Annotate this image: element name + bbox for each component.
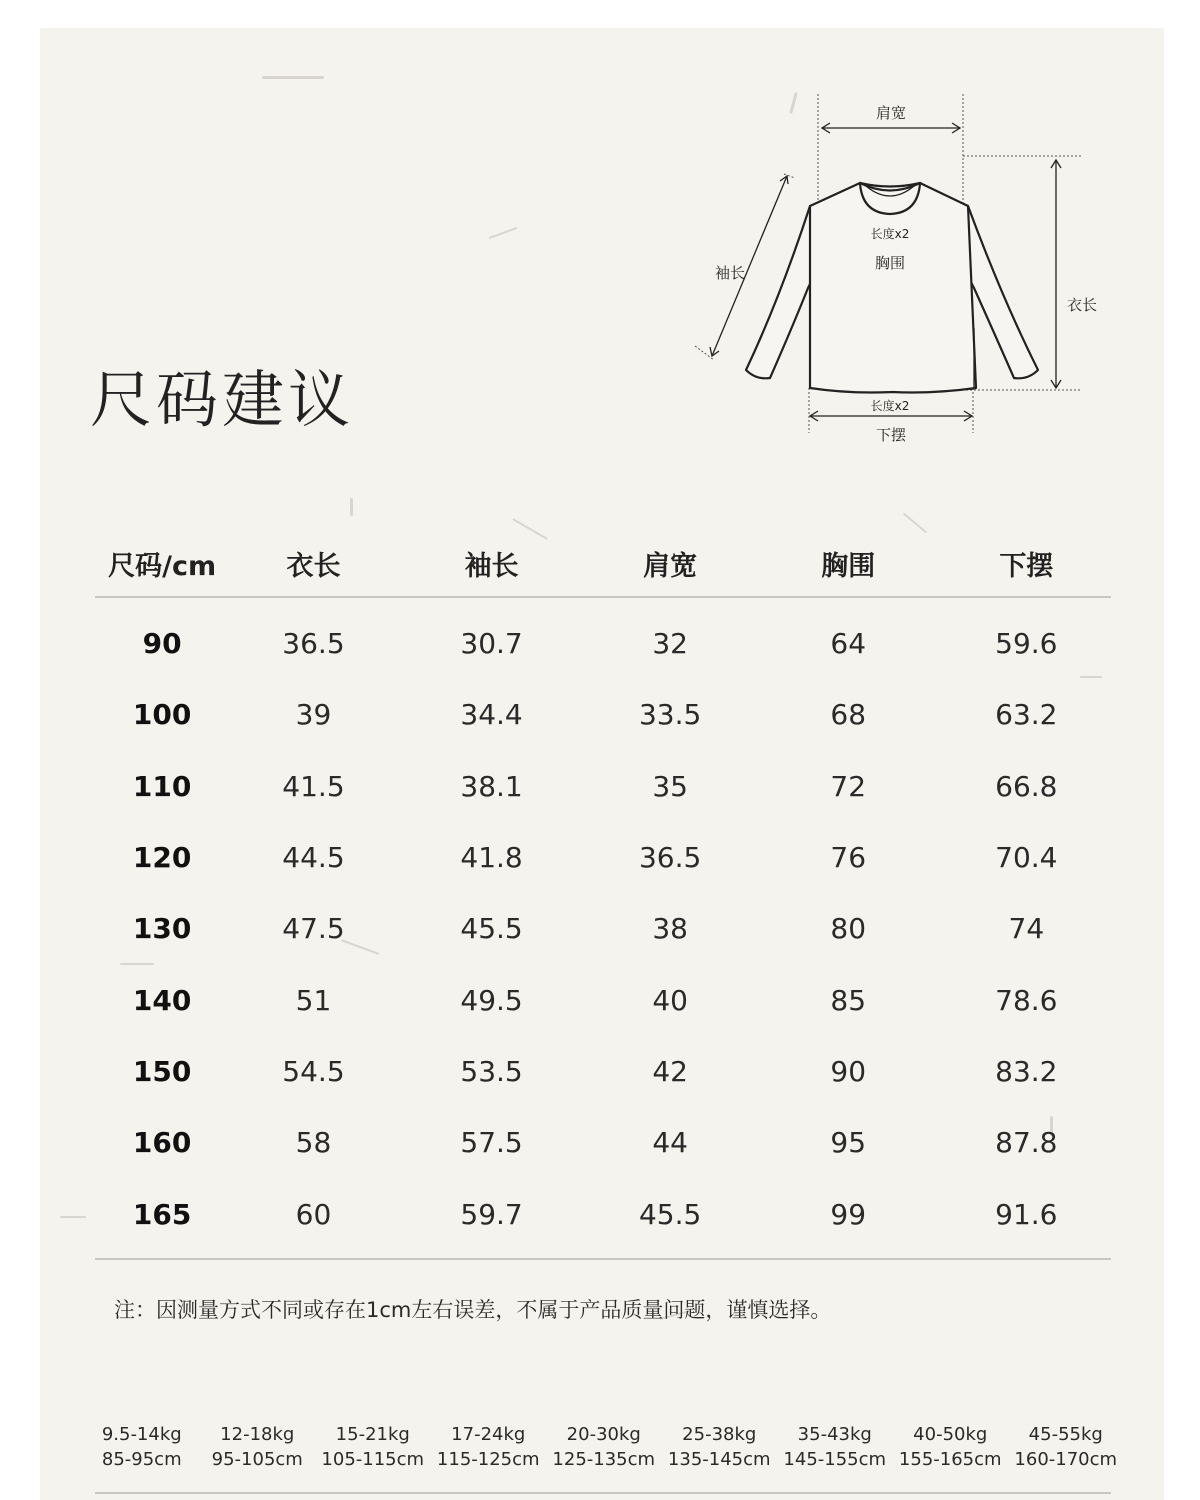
table-cell: 30.7 (460, 627, 523, 661)
table-cell: 57.5 (460, 1126, 523, 1160)
recommendation-item (893, 1422, 1009, 1472)
diagram-label-chest: 胸围 (874, 254, 906, 272)
table-cell: 38 (652, 912, 688, 946)
table-cell: 83.2 (995, 1054, 1058, 1088)
table-cell: 120 (132, 841, 192, 875)
bottom-divider (95, 1492, 1111, 1494)
recommendation-height: 135-145cm (667, 1449, 771, 1470)
recommendation-weight: 35-43kg (797, 1424, 872, 1445)
table-cell: 36.5 (282, 627, 345, 661)
table-cell: 72 (830, 769, 867, 803)
table-cell: 53.5 (460, 1054, 523, 1088)
table-cell: 36.5 (638, 841, 702, 875)
table-row (95, 822, 1111, 893)
paper-fiber (262, 76, 324, 79)
table-cell: 63.2 (995, 698, 1058, 732)
table-cell: 32 (652, 627, 688, 661)
diagram-label-chest-note: 长度x2 (870, 227, 910, 241)
table-cell: 70.4 (995, 841, 1058, 875)
recommendation-weight: 9.5-14kg (101, 1424, 182, 1445)
table-row (95, 893, 1111, 964)
table-row (95, 608, 1111, 679)
table-cell: 33.5 (638, 698, 702, 732)
table-cell: 58 (295, 1126, 332, 1160)
paper-fiber (350, 498, 353, 516)
table-cell: 140 (132, 983, 192, 1017)
diagram-label-shoulder: 肩宽 (875, 104, 907, 122)
recommendation-height: 125-135cm (552, 1449, 656, 1470)
column-header-sleeve: 袖长 (464, 550, 519, 582)
recommendation-item (200, 1422, 316, 1472)
table-cell: 39 (295, 698, 332, 732)
table-row (95, 1036, 1111, 1107)
column-header-length: 衣长 (286, 550, 341, 582)
table-footer-divider (95, 1258, 1111, 1260)
garment-diagram (680, 88, 1100, 488)
column-header-hem: 下摆 (999, 550, 1054, 582)
recommendation-item (662, 1422, 778, 1472)
table-body (95, 598, 1111, 1250)
table-cell: 42 (652, 1054, 688, 1088)
table-cell: 34.4 (460, 698, 523, 732)
table-cell: 78.6 (995, 983, 1058, 1017)
measurement-note: 注：因测量方式不同或存在1cm左右误差，不属于产品质量问题，谨慎选择。 (114, 1298, 832, 1322)
size-table (95, 530, 1111, 1260)
recommendation-item (315, 1422, 431, 1472)
table-cell: 100 (132, 698, 192, 732)
recommendation-weight: 25-38kg (682, 1424, 757, 1445)
table-cell: 47.5 (282, 912, 345, 946)
table-cell: 76 (830, 841, 867, 875)
table-cell: 60 (295, 1197, 332, 1231)
diagram-label-length: 衣长 (1066, 296, 1098, 314)
table-cell: 49.5 (460, 983, 523, 1017)
recommendation-weight: 12-18kg (220, 1424, 295, 1445)
table-cell: 68 (830, 698, 867, 732)
column-header-size: 尺码/cm (108, 550, 217, 582)
table-cell: 90 (142, 627, 182, 661)
table-cell: 91.6 (995, 1197, 1058, 1231)
table-cell: 110 (132, 769, 192, 803)
column-header-shoulder: 肩宽 (643, 550, 698, 582)
recommendation-item (431, 1422, 547, 1472)
table-cell: 41.8 (460, 841, 523, 875)
recommendation-item (777, 1422, 893, 1472)
recommendation-height: 85-95cm (101, 1449, 182, 1470)
diagram-label-hem-note: 长度x2 (870, 399, 910, 413)
table-header-row (95, 530, 1111, 596)
table-row (95, 1107, 1111, 1178)
table-cell: 40 (652, 983, 688, 1017)
recommendation-item (1008, 1422, 1124, 1472)
recommendation-weight: 45-55kg (1028, 1424, 1103, 1445)
table-cell: 35 (652, 769, 688, 803)
paper-fiber (60, 1216, 86, 1218)
page-title: 尺码建议 (90, 363, 355, 436)
table-cell: 41.5 (282, 769, 345, 803)
table-cell: 38.1 (460, 769, 523, 803)
table-cell: 44.5 (282, 841, 345, 875)
recommendation-height: 160-170cm (1014, 1449, 1118, 1470)
diagram-label-sleeve: 袖长 (714, 264, 746, 282)
table-cell: 85 (830, 983, 867, 1017)
table-cell: 64 (830, 627, 867, 661)
column-header-chest: 胸围 (821, 550, 876, 582)
table-cell: 45.5 (460, 912, 523, 946)
table-cell: 51 (295, 983, 332, 1017)
recommendation-weight: 17-24kg (451, 1424, 526, 1445)
table-row (95, 679, 1111, 750)
table-cell: 74 (1008, 912, 1045, 946)
table-row (95, 1178, 1111, 1249)
recommendation-height: 155-165cm (898, 1449, 1002, 1470)
recommendation-weight: 40-50kg (913, 1424, 988, 1445)
table-cell: 54.5 (282, 1054, 345, 1088)
table-row (95, 964, 1111, 1035)
recommendation-height: 95-105cm (211, 1449, 303, 1470)
table-cell: 90 (830, 1054, 867, 1088)
recommendation-weight: 20-30kg (566, 1424, 641, 1445)
recommendation-height: 115-125cm (436, 1449, 540, 1470)
size-recommendation-strip (84, 1422, 1124, 1472)
recommendation-height: 145-155cm (783, 1449, 887, 1470)
size-chart-page (40, 28, 1164, 1500)
table-cell: 45.5 (638, 1197, 702, 1231)
table-cell: 160 (132, 1126, 192, 1160)
diagram-label-hem: 下摆 (875, 426, 907, 444)
table-cell: 44 (652, 1126, 688, 1160)
table-cell: 59.7 (460, 1197, 523, 1231)
table-cell: 87.8 (995, 1126, 1058, 1160)
recommendation-height: 105-115cm (321, 1449, 425, 1470)
table-cell: 59.6 (995, 627, 1058, 661)
table-cell: 130 (132, 912, 192, 946)
table-cell: 99 (830, 1197, 867, 1231)
table-row (95, 751, 1111, 822)
recommendation-weight: 15-21kg (335, 1424, 410, 1445)
paper-fiber (489, 227, 518, 239)
table-cell: 95 (830, 1126, 867, 1160)
table-cell: 80 (830, 912, 867, 946)
shirt-measurement-diagram (680, 88, 1100, 488)
table-cell: 165 (132, 1197, 192, 1231)
recommendation-item (84, 1422, 200, 1472)
table-cell: 150 (132, 1054, 192, 1088)
table-cell: 66.8 (995, 769, 1058, 803)
recommendation-item (546, 1422, 662, 1472)
